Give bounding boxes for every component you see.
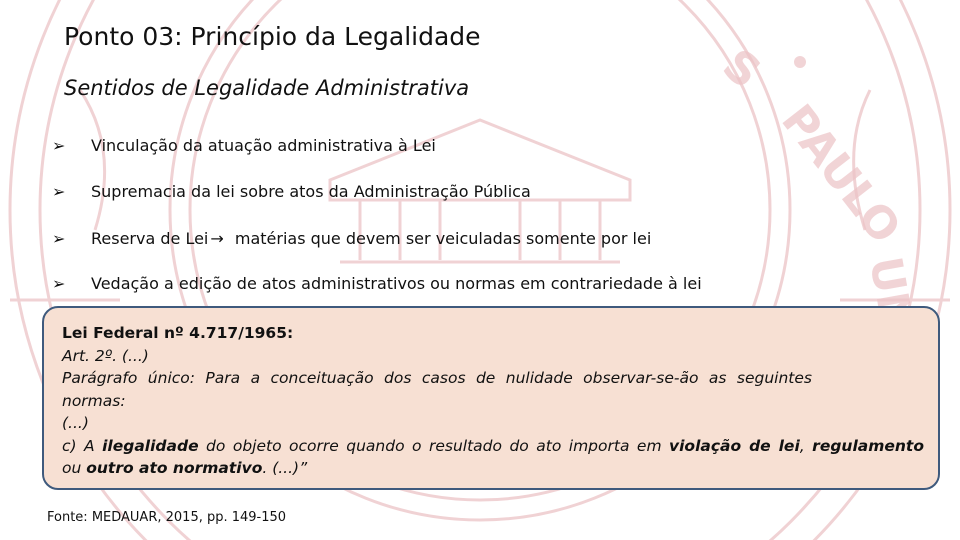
list-item-text: Supremacia da lei sobre atos da Administração Pública [91, 182, 531, 201]
quote-heading: Lei Federal nº 4.717/1965: [62, 324, 294, 342]
quote-text: ou [62, 459, 87, 477]
arrowhead-bullet-icon: ➢ [52, 182, 66, 201]
quote-text: . (...)” [262, 459, 308, 477]
arrowhead-bullet-icon: ➢ [52, 229, 66, 248]
quote-emphasis: outro ato normativo [86, 459, 263, 477]
quote-article: Art. 2º. (...) [62, 346, 149, 365]
source-citation: Fonte: MEDAUAR, 2015, pp. 149-150 [47, 510, 287, 525]
quote-paragraph-line: Parágrafo único: Para a conceituação dos casos de nulidade observar-se-ão as seguintes [62, 369, 812, 387]
arrowhead-bullet-icon: ➢ [52, 274, 66, 293]
quote-text: do objeto ocorre quando o resultado do ato importa em [198, 436, 670, 455]
quote-text: c) A [62, 436, 103, 455]
quote-item-c [62, 435, 924, 458]
reserva-label: Reserva de Lei [91, 229, 209, 248]
right-arrow-icon: → [210, 229, 224, 248]
quote-emphasis: ilegalidade [102, 436, 199, 455]
list-item-text [91, 229, 651, 248]
reserva-description: matérias que devem ser veiculadas somente por lei [234, 229, 652, 248]
legal-quote-box [42, 306, 940, 490]
list-item-text: Vinculação da atuação administrativa à Lei [91, 136, 436, 155]
quote-ellipsis: (...) [62, 414, 89, 432]
list-item-text: Vedação a edição de atos administrativos ou normas em contrariedade à lei [91, 274, 702, 293]
page-title: Ponto 03: Princípio da Legalidade [64, 22, 481, 51]
svg-text:S: S [712, 39, 770, 99]
quote-item-c-continuation [62, 457, 924, 480]
svg-text:PAULO: PAULO [771, 95, 911, 254]
quote-text: , [799, 436, 813, 455]
quote-paragraph-line: normas: [62, 391, 126, 410]
quote-emphasis: regulamento [812, 436, 924, 455]
quote-emphasis: violação de lei [669, 436, 800, 455]
page-subtitle: Sentidos de Legalidade Administrativa [64, 76, 470, 100]
arrowhead-bullet-icon: ➢ [52, 136, 66, 155]
